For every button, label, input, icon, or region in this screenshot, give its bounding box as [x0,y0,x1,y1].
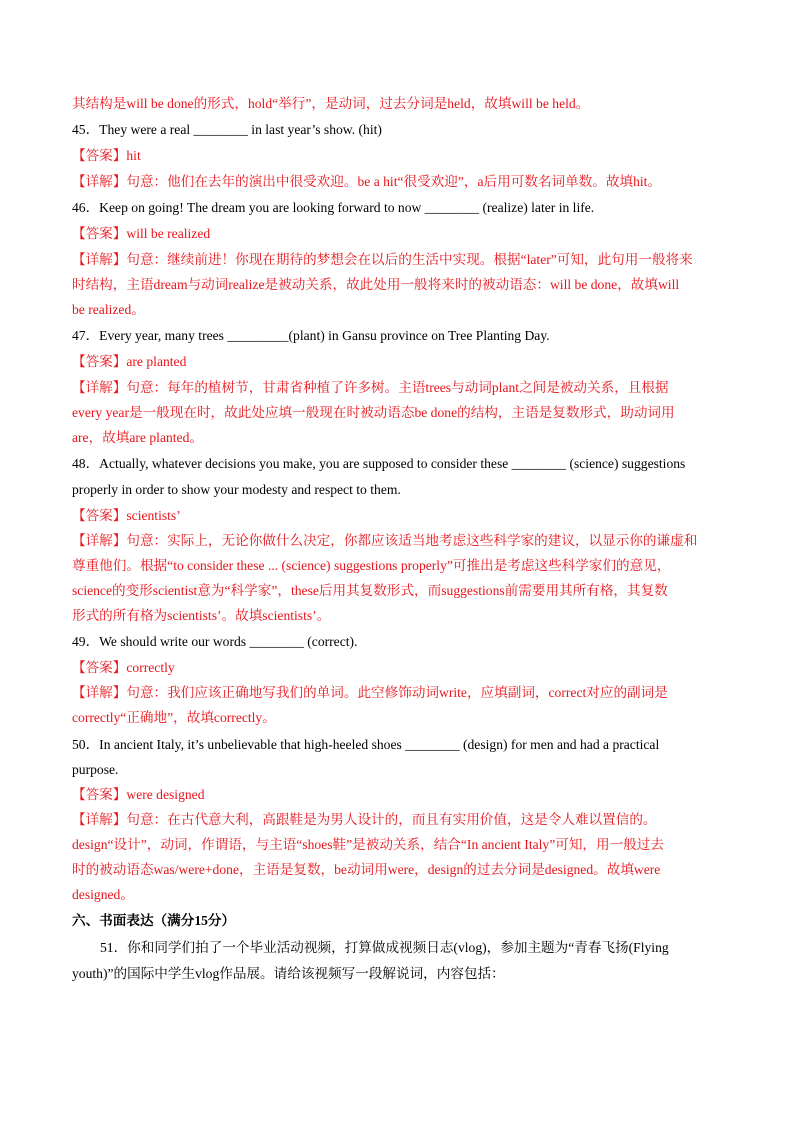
detail-46: 时结构，主语dream与动词realize是被动关系，故此处用一般将来时的被动语态：will be done，故填will [72,277,680,292]
detail-47: are，故填are planted。 [72,430,203,445]
answer-50: 【答案】were designed [72,787,205,802]
detail-48: 【详解】句意：实际上，无论你做什么决定，你都应该适当地考虑这些科学家的建议，以显示你的谦虚和 [72,533,698,548]
detail-45: 【详解】句意：他们在去年的演出中很受欢迎。be a hit“很受欢迎”，a后用可数名词单数。故填hit。 [72,174,662,189]
detail-47: every year是一般现在时，故此处应填一般现在时被动语态be done的结构，主语是复数形式，助动词用 [72,405,675,420]
question-51: youth)”的国际中学生vlog作品展。请给该视频写一段解说词，内容包括： [72,966,505,981]
detail-50: 时的被动语态was/were+done，主语是复数，be动词用were，design的过去分词是designed。故填were [72,862,661,877]
detail-46: 【详解】句意：继续前进！你现在期待的梦想会在以后的生活中实现。根据“later”可知，此句用一般将来 [72,252,693,267]
question-48: 48．Actually, whatever decisions you make, you are supposed to consider these ________ (science) suggestions [72,456,686,471]
detail-46: be realized。 [72,302,145,317]
detail-48: 尊重他们。根据“to consider these ... (science) suggestions properly”可推出是考虑这些科学家们的意见， [72,558,671,573]
question-47: 47．Every year, many trees _________(plant) in Gansu province on Tree Planting Day. [72,328,550,343]
detail-48: science的变形scientist意为“科学家”，these后用其复数形式，而suggestions前需要用其所有格，其复数 [72,583,668,598]
detail-49: 【详解】句意：我们应该正确地写我们的单词。此空修饰动词write，应填副词，correct对应的副词是 [72,685,668,700]
answer-46: 【答案】will be realized [72,226,211,241]
detail-50: designed。 [72,887,134,902]
question-51: 51．你和同学们拍了一个毕业活动视频，打算做成视频日志(vlog)，参加主题为“青春飞扬(Flying [100,940,669,955]
answer-49: 【答案】correctly [72,660,175,675]
detail-50: design“设计”，动词，作谓语，与主语“shoes鞋”是被动关系，结合“In ancient Italy”可知，用一般过去 [72,837,664,852]
section-heading: 六、书面表达（满分15分） [72,913,236,928]
question-46: 46．Keep on going! The dream you are looking forward to now ________ (realize) later in life. [72,200,595,215]
question-49: 49．We should write our words ________ (correct). [72,634,358,649]
answer-45: 【答案】hit [72,148,141,163]
question-45: 45．They were a real ________ in last year’s show. (hit) [72,122,382,137]
question-50: 50．In ancient Italy, it’s unbelievable that high-heeled shoes ________ (design) for men and had a practical [72,737,660,752]
detail-line: 其结构是will be done的形式，hold“举行”，是动词，过去分词是held，故填will be held。 [72,96,590,111]
answer-47: 【答案】are planted [72,354,187,369]
question-50: purpose. [72,762,119,777]
detail-48: 形式的所有格为scientists’。故填scientists’。 [72,608,331,623]
detail-49: correctly“正确地”，故填correctly。 [72,710,276,725]
answer-48: 【答案】scientists’ [72,508,181,523]
detail-50: 【详解】句意：在古代意大利，高跟鞋是为男人设计的，而且有实用价值，这是令人难以置信的。 [72,812,657,827]
question-48: properly in order to show your modesty and respect to them. [72,482,401,497]
detail-47: 【详解】句意：每年的植树节，甘肃省种植了许多树。主语trees与动词plant之间是被动关系，且根据 [72,380,669,395]
